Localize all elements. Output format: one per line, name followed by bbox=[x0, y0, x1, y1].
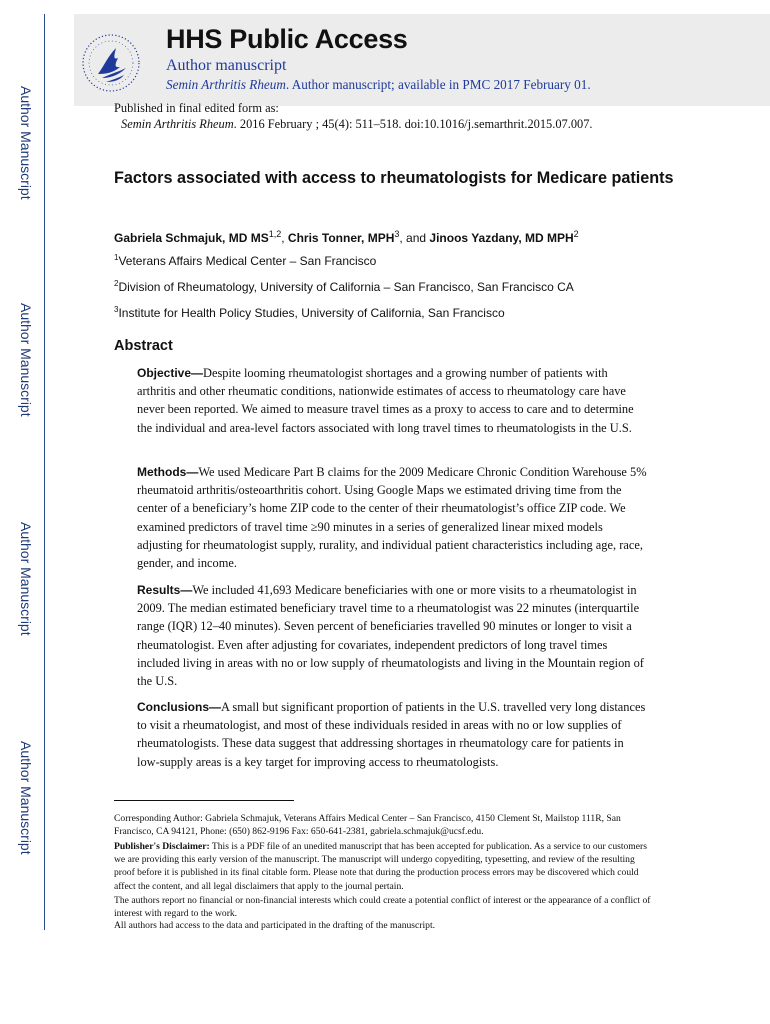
section-text: We included 41,693 Medicare beneficiaries with one or more visits to a rheumatologist in 2009. The median estimated beneficiary travel time to a rheumatologist was 22 minutes (interquartile range (IQR) 12–40 minutes). Seven percent of beneficiaries travelled 90 minutes or longer to visit a rheumatologist. Even after adjusting for covariates, independent predictors of long travel times included living in areas with no or low supply of rheumatologists and living in the Mountain region of the U.S. bbox=[137, 583, 644, 689]
section-lead: Methods— bbox=[137, 465, 199, 479]
author-separator: , bbox=[281, 231, 288, 245]
affiliation-number: 3 bbox=[114, 305, 119, 314]
disclaimer-text: This is a PDF file of an unedited manuscript that has been accepted for publication. As a service to our customers we are providing this early version of the manuscript. The manuscript will undergo copyediting, typesetting, and review of the resulting proof before it is published in its final citable form. Please note that during the production process errors may be discovered which could affect the content, and all legal disclaimers that apply to the journal pertain. bbox=[114, 841, 647, 892]
section-text: We used Medicare Part B claims for the 2009 Medicare Chronic Condition Warehouse 5% rheumatoid arthritis/osteoarthritis cohort. Using Google Maps we estimated driving time from the center of a beneficiary’s home ZIP code to the center of their rheumatologist’s office ZIP code. We examined predictors of travel time ≥90 minutes in a series of generalized linear mixed models adjusting for rheumatologist supply, rurality, and individual patient characteristics including age, race, gender, and income. bbox=[137, 465, 647, 571]
author-name: Gabriela Schmajuk, MD MS bbox=[114, 231, 269, 245]
section-lead: Results— bbox=[137, 583, 193, 597]
paper-title: Factors associated with access to rheumatologists for Medicare patients bbox=[114, 169, 674, 187]
published-details: . 2016 February ; 45(4): 511–518. doi:10.1016/j.semarthrit.2015.07.007. bbox=[233, 117, 593, 131]
hhs-eagle-logo-icon bbox=[80, 30, 142, 96]
footnote-divider bbox=[114, 800, 294, 801]
abstract-conclusions bbox=[137, 698, 647, 771]
sidebar-label: Author Manuscript bbox=[18, 86, 34, 200]
author-name: Chris Tonner, MPH bbox=[287, 231, 395, 245]
abstract-methods bbox=[137, 463, 647, 572]
sidebar-label: Author Manuscript bbox=[18, 741, 34, 855]
affiliation-number: 1 bbox=[114, 253, 119, 262]
affiliation-text: Institute for Health Policy Studies, University of California, San Francisco bbox=[118, 306, 505, 320]
affiliation bbox=[114, 305, 505, 320]
journal-name: Semin Arthritis Rheum bbox=[166, 77, 286, 92]
affiliation bbox=[114, 279, 574, 294]
affiliation-text: Veterans Affairs Medical Center – San Francisco bbox=[118, 254, 377, 268]
affiliation-number: 2 bbox=[114, 279, 119, 288]
author-affiliation-sup: 2 bbox=[573, 229, 579, 239]
affiliation-text: Division of Rheumatology, University of California – San Francisco, San Francisco CA bbox=[118, 280, 574, 294]
sidebar bbox=[0, 0, 46, 1024]
availability-text: . Author manuscript; available in PMC 2017 February 01. bbox=[285, 77, 591, 92]
author-separator: , and bbox=[399, 231, 430, 245]
section-text: Despite looming rheumatologist shortages and a growing number of patients with arthritis and other rheumatic conditions, nationwide estimates of access to rheumatology care have never been reported. We aimed to measure travel times as a proxy to access to care and to determine the individual and area-level factors associated with long travel times to rheumatologists in the U.S. bbox=[137, 366, 634, 435]
affiliation bbox=[114, 253, 376, 268]
section-lead: Objective— bbox=[137, 366, 204, 380]
abstract-heading: Abstract bbox=[114, 338, 173, 354]
disclaimer-lead: Publisher's Disclaimer: bbox=[114, 841, 210, 852]
availability-citation bbox=[166, 77, 591, 93]
author-name: Jinoos Yazdany, MD MPH bbox=[429, 231, 574, 245]
published-citation bbox=[121, 117, 593, 132]
footnote-conflict: The authors report no financial or non-financial interests which could create a potential conflict of interest or the appearance of a conflict of interest with regard to the work. bbox=[114, 895, 651, 920]
author-affiliation-sup: 3 bbox=[394, 229, 400, 239]
section-text: A small but significant proportion of patients in the U.S. travelled very long distances to visit a rheumatologist, and most of these individuals resided in areas with no or low supplies of rheumatologists. These data suggest that addressing shortages in rheumatology care for patients in low-supply areas is a key target for improving access to rheumatologists. bbox=[137, 700, 646, 769]
footnote-corresponding-author: Corresponding Author: Gabriela Schmajuk, Veterans Affairs Medical Center – San Francisco, 4150 Clement St, Mailstop 111R, San Francisco, CA 94121, Phone: (650) 862-9196 Fax: 650-641-2381, gabriela.schmajuk@ucsf.edu. bbox=[114, 813, 621, 838]
abstract-objective bbox=[137, 364, 647, 437]
author-manuscript-label: Author manuscript bbox=[166, 57, 287, 74]
sidebar-label: Author Manuscript bbox=[18, 303, 34, 417]
sidebar-rule bbox=[44, 14, 45, 930]
published-label: Published in final edited form as: bbox=[114, 101, 279, 115]
author-list bbox=[114, 229, 579, 245]
footnote-access: All authors had access to the data and participated in the drafting of the manuscript. bbox=[114, 920, 436, 931]
footnote-disclaimer bbox=[114, 840, 654, 893]
page-title: HHS Public Access bbox=[166, 24, 408, 54]
published-journal: Semin Arthritis Rheum bbox=[121, 117, 234, 131]
sidebar-label: Author Manuscript bbox=[18, 522, 34, 636]
abstract-results bbox=[137, 581, 647, 690]
author-affiliation-sup: 1,2 bbox=[268, 229, 282, 239]
section-lead: Conclusions— bbox=[137, 700, 222, 714]
